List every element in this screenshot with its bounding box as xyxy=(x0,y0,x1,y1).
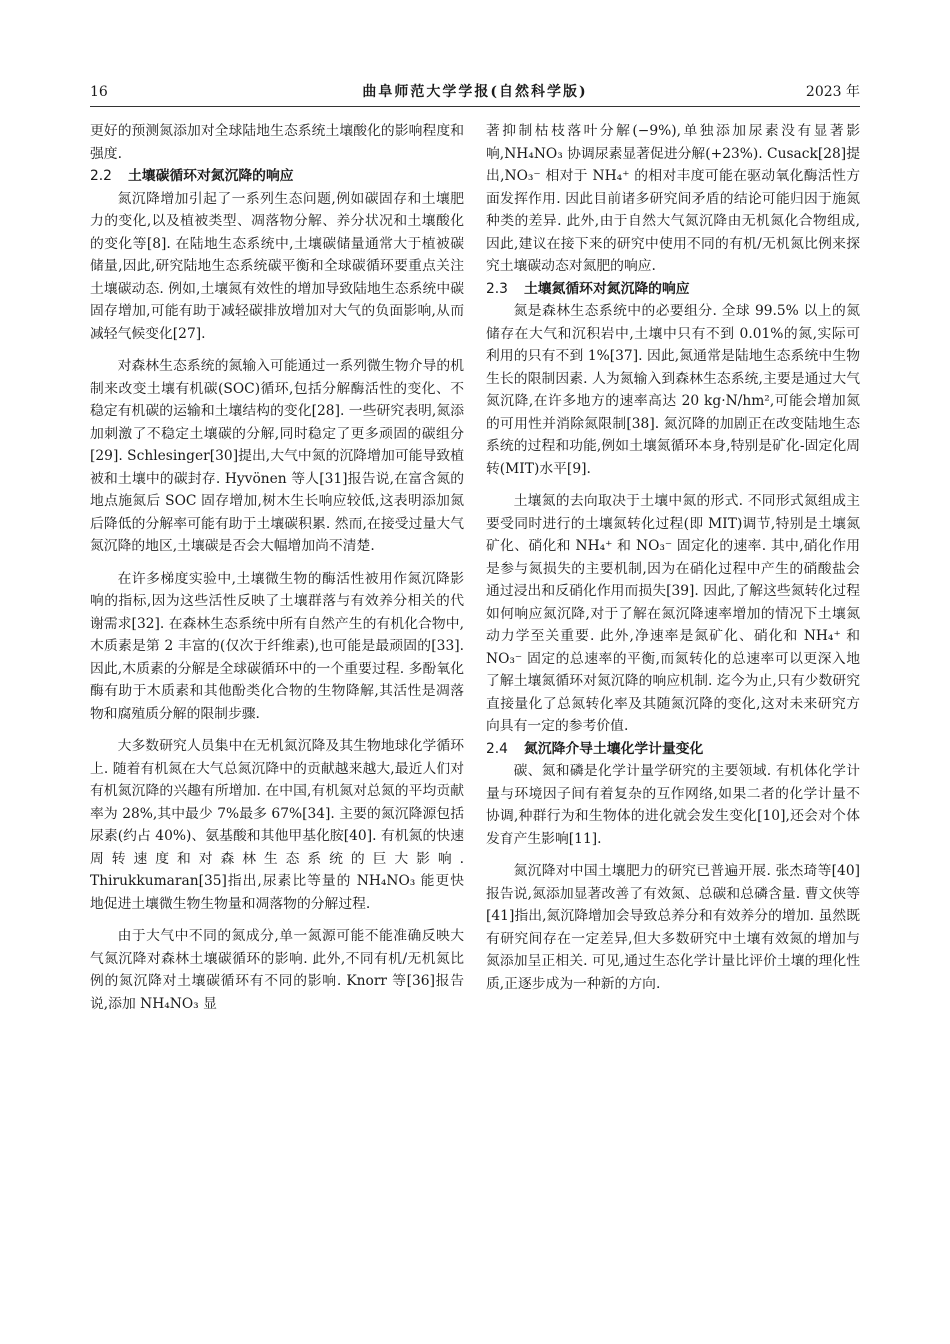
section-number: 2.4 xyxy=(486,740,508,757)
left-column xyxy=(90,120,464,1015)
section-title: 土壤碳循环对氮沉降的响应 xyxy=(128,168,294,184)
paragraph: 在许多梯度实验中,土壤微生物的酶活性被用作氮沉降影响的指标,因为这些活性反映了土壤群落与有效养分相关的代谢需求[32]. 在森林生态系统中所有自然产生的有机化合物中,木质素是第 2 丰富的(仅次于纤维素),也可能是最顽固的[33]. 因此,木质素的分解是全球碳循环中的一个重要过程. 多酚氧化酶有助于木质素和其他酚类化合物的生物降解,其活性是凋落物和腐殖质分解的限制步骤. xyxy=(90,570,464,722)
section-title: 土壤氮循环对氮沉降的响应 xyxy=(524,280,690,297)
section-heading-2-3 xyxy=(486,278,860,301)
right-column xyxy=(486,120,860,995)
section-number: 2.3 xyxy=(486,280,508,297)
paragraph-continued: 更好的预测氮添加对全球陆地生态系统土壤酸化的影响程度和强度. xyxy=(90,123,464,162)
header-rule xyxy=(90,106,860,107)
paragraph: 土壤氮的去向取决于土壤中氮的形式. 不同形式氮组成主要受同时进行的土壤氮转化过程(即 MIT)调节,特别是土壤氮矿化、硝化和 NH₄⁺ 和 NO₃⁻ 固定化的速率. 其中,硝化作用是参与氮损失的主要机制,因为在硝化过程中产生的硝酸盐会通过浸出和反硝化作用而损失[39]. 因此,了解这些氮转化过程如何响应氮沉降,对于了解在氮沉降速率增加的情况下土壤氮动力学至关重要. 此外,净速率是氮矿化、硝化和 NH₄⁺ 和 NO₃⁻ 固定的总速率的平衡,而氮转化的总速率可以更深入地了解土壤氮循环对氮沉降的响应机制. 迄今为止,只有少数研究直接量化了总氮转化率及其随氮沉降的变化,这对未来研究方向具有一定的参考价值. xyxy=(486,493,860,734)
page-number: 16 xyxy=(90,84,108,100)
paragraph: 碳、氮和磷是化学计量学研究的主要领域. 有机体化学计量与环境因子间有着复杂的互作网络,如果二者的化学计量不协调,种群行为和生物体的进化就会发生变化[10],还会对个体发育产生影响[11]. xyxy=(486,763,860,847)
section-heading-2-2 xyxy=(90,165,464,188)
section-heading-2-4 xyxy=(486,738,860,761)
paragraph-continued: 著抑制枯枝落叶分解(−9%),单独添加尿素没有显著影响,NH₄NO₃ 协调尿素显著促进分解(+23%). Cusack[28]提出,NO₃⁻ 相对于 NH₄⁺ 的相对丰度可能在驱动氧化酶活性方面发挥作用. 因此目前诸多研究间矛盾的结论可能归因于施氮种类的差异. 此外,由于自然大气氮沉降由无机氮化合物组成,因此,建议在接下来的研究中使用不同的有机/无机氮比例来探究土壤碳动态对氮肥的响应. xyxy=(486,123,860,274)
paragraph: 由于大气中不同的氮成分,单一氮源可能不能准确反映大气氮沉降对森林土壤碳循环的影响. 此外,不同有机/无机氮比例的氮沉降对土壤碳循环有不同的影响. Knorr 等[36]报告说,添加 NH₄NO₃ 显 xyxy=(90,928,464,1012)
paragraph: 对森林生态系统的氮输入可能通过一系列微生物介导的机制来改变土壤有机碳(SOC)循环,包括分解酶活性的变化、不稳定有机碳的运输和土壤结构的变化[28]. 一些研究表明,氮添加刺激了不稳定土壤碳的分解,同时稳定了更多顽固的碳组分[29]. Schlesinger[30]提出,大气中氮的沉降增加可能导致植被和土壤中的碳封存. Hyvönen 等人[31]报告说,在富含氮的地点施氮后 SOC 固存增加,树木生长响应较低,这表明添加氮后降低的分解率可能有助于土壤碳积累. 然而,在接受过量大气氮沉降的地区,土壤碳是否会大幅增加尚不清楚. xyxy=(90,358,464,554)
publication-year: 2023 年 xyxy=(805,84,860,100)
paragraph: 大多数研究人员集中在无机氮沉降及其生物地球化学循环上. 随着有机氮在大气总氮沉降中的贡献越来越大,最近人们对有机氮沉降的兴趣有所增加. 在中国,有机氮对总氮的平均贡献率为 28%,其中最少 7%最多 67%[34]. 主要的氮沉降源包括尿素(约占 40%)、氨基酸和其他甲基化胺[40]. 有机氮的快速周转速度和对森林生态系统的巨大影响. Thirukkumaran[35]指出,尿素比等量的 NH₄NO₃ 能更快地促进土壤微生物生物量和凋落物的分解过程. xyxy=(90,738,464,912)
paragraph: 氮是森林生态系统中的必要组分. 全球 99.5% 以上的氮储存在大气和沉积岩中,土壤中只有不到 0.01%的氮,实际可利用的只有不到 1%[37]. 因此,氮通常是陆地生态系统中生物生长的限制因素. 人为氮输入到森林生态系统,主要是通过大气氮沉降,在许多地方的速率高达 20 kg·N/hm²,可能会增加氮的可用性并消除氮限制[38]. 氮沉降的加剧正在改变陆地生态系统的过程和功能,例如土壤氮循环本身,特别是矿化-固定化周转(MIT)水平[9]. xyxy=(486,303,860,477)
paragraph: 氮沉降增加引起了一系列生态问题,例如碳固存和土壤肥力的变化,以及植被类型、凋落物分解、养分状况和土壤酸化的变化等[8]. 在陆地生态系统中,土壤碳储量通常大于植被碳储量,因此,研究陆地生态系统碳平衡和全球碳循环要重点关注土壤碳动态. 例如,土壤氮有效性的增加导致陆地生态系统中碳固存增加,可能有助于减轻碳排放增加对大气的负面影响,从而减轻气候变化[27]. xyxy=(90,190,464,342)
running-header xyxy=(90,82,860,102)
section-title: 氮沉降介导土壤化学计量变化 xyxy=(524,740,704,757)
paragraph: 氮沉降对中国土壤肥力的研究已普遍开展. 张杰琦等[40]报告说,氮添加显著改善了有效氮、总碳和总磷含量. 曹文侠等[41]指出,氮沉降增加会导致总养分和有效养分的增加. 虽然既有研究间存在一定差异,但大多数研究中土壤有效氮的增加与氮添加呈正相关. 可见,通过生态化学计量比评价土壤的理化性质,正逐步成为一种新的方向. xyxy=(486,863,860,992)
section-number: 2.2 xyxy=(90,168,112,184)
journal-title: 曲阜师范大学学报(自然科学版) xyxy=(362,84,588,100)
